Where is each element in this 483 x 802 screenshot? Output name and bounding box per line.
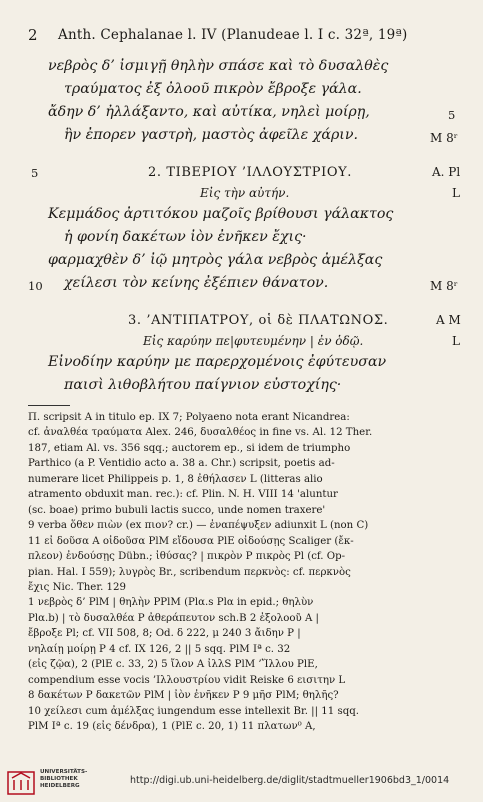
apparatus-line: 10 χείλεσι cum ἀμέλξας iungendum esse intellexit Br. || 11 sqq. — [28, 705, 359, 717]
epigram-title: 3. ’ΑΝΤΙΠΑΤΡΟΥ, οἱ δὲ ΠΛΑΤΩΝΟΣ. — [128, 313, 389, 328]
poem1-line-1: νεβρὸς δ’ ἰσμιγῇ θηλὴν σπάσε καὶ τὸ δυσαλθὲς — [48, 58, 389, 74]
apparatus-line: cf. ἀναλθέα τραύματα Alex. 246, δυσαλθέος in fine vs. Al. 12 Ther. — [28, 427, 373, 439]
lemma-sigla: L — [452, 186, 460, 200]
epigram2-line-2: ἡ φονίη δακέτων ἰὸν ἐνῆκεν ἔχις· — [64, 229, 307, 245]
apparatus-line: PlM Iª c. 19 (εἰς δένδρα), 1 (PlE c. 20, 1) 11 πλατων⁰ A, — [28, 721, 316, 733]
apparatus-line: numerare licet Philippeis p. 1, 8 ἐθήλασεν L (litteras alio — [28, 473, 323, 485]
page-footer — [0, 764, 483, 802]
apparatus-line: ἔχις Nic. Ther. 129 — [28, 581, 126, 593]
library-name-line: HEIDELBERG — [40, 783, 80, 789]
line-number: 5 — [448, 108, 456, 122]
apparatus-line: 8 δακέτων P δακετῶν PlM | ἰὸν ἐνῆκεν P 9 μῆσ PlM; θηλῆς? — [28, 690, 339, 702]
epigram3-line-1: Εἰνοδίην καρύην με παρερχομένοις ἐφύτευσαν — [48, 354, 387, 370]
epigram-title: 2. ΤΙΒΕΡΙΟΥ ’ΙΛΛΟΥΣΤΡΙΟΥ. — [148, 165, 353, 180]
library-seal-icon — [6, 768, 36, 796]
apparatus-line: πλεον) ἐνδούσῃς Dübn.; ἰθύσας? | πικρὸν P πικρὸς Pl (cf. Op- — [28, 551, 346, 563]
epigram2-line-4: χείλεσι τὸν κείνης ἐξέπιεν θάνατον. — [64, 275, 329, 291]
apparatus-line: νηλαίῃ μοίρῃ P 4 cf. IX 126, 2 || 5 sqq. PlM Iª c. 32 — [28, 643, 291, 655]
page-number: 2 — [28, 26, 38, 44]
library-name-line: UNIVERSITÄTS- — [40, 769, 88, 775]
epigram3-line-2: παισὶ λιθοβλήτου παίγνιον εὐστοχίης· — [64, 377, 342, 393]
apparatus-line: Π. scripsit A in titulo ep. IX 7; Polyaeno nota erant Nicandrea: — [28, 412, 350, 423]
line-number: 10 — [28, 279, 43, 293]
apparatus-line: (εἰς ζῷα), 2 (PlE c. 33, 2) 5 ἴλον A ἰλλS PlM ’Ἴλλου PlE, — [28, 659, 318, 671]
apparatus-line: pian. Hal. I 559); λυγρὸς Br., scribendum περκνὸς: cf. περκνὸς — [28, 566, 351, 578]
epigram-sigla: A M — [436, 313, 461, 327]
apparatus-line: atramento obduxit man. rec.): cf. Plin. N. H. VIII 14 'aluntur — [28, 489, 338, 501]
source-url-link[interactable]: http://digi.ub.uni-heidelberg.de/diglit/stadtmueller1906bd3_1/0014 — [130, 775, 450, 786]
apparatus-line: 1 νεβρὸς δ’ PlM | θηλὴν PPlM (Plα.s Plα in epid.; θηλὺν — [28, 597, 314, 609]
lemma-sigla: L — [452, 334, 460, 348]
manuscript-reference: M 8ʳ — [430, 279, 458, 293]
manuscript-reference: M 8ʳ — [430, 131, 458, 145]
margin-number: 5 — [31, 166, 39, 180]
poem1-line-4: ἣν ἐπορεν γαστρὴ, μαστὸς ἀφεῖλε χάριν. — [64, 127, 359, 143]
epigram2-line-1: Κεμμάδος ἀρτιτόκου μαζοῖς βρίθουσι γάλακτος — [48, 206, 394, 222]
apparatus-line: ἔβροξε Pl; cf. VII 508, 8; Od. δ 222, μ 240 3 ἄιδην P | — [28, 628, 301, 640]
critical-apparatus — [28, 410, 468, 735]
epigram-lemma: Εἰς καρύην πε|φυτευμένην | ἐν ὁδῷ. — [143, 334, 364, 348]
page-header — [28, 26, 469, 48]
poem1-line-3: ἄδην δ’ ἠλλάξαντο, καὶ αὐτίκα, νηλεὶ μοίρῃ, — [48, 104, 370, 120]
epigram-lemma: Εἰς τὴν αὐτήν. — [200, 186, 290, 200]
epigram-sigla: A. Pl — [432, 165, 461, 179]
library-logo — [6, 768, 36, 796]
apparatus-line: Parthico (a P. Ventidio acto a. 38 a. Chr.) scripsit, poetis ad- — [28, 458, 335, 470]
apparatus-line: 11 εἰ δοῦσα A οἰδοῦσα PlM εἴδουσα PlE οἰδούσῃς Scaliger (ἔκ- — [28, 535, 354, 547]
apparatus-divider — [28, 405, 70, 406]
apparatus-line: Plα.b) | τὸ δυσαλθέα P ἀθεράπευτον sch.B 2 ἐξολοοῦ A | — [28, 612, 319, 624]
apparatus-line: (sc. boae) primo bubuli lactis succo, unde nomen traxere' — [28, 504, 326, 516]
epigram2-line-3: φαρμαχθὲν δ’ ἰῷ μητρὸς γάλα νεβρὸς ἀμέλξας — [48, 252, 383, 268]
apparatus-line: compendium esse vocis ’Ιλλουστρίου vidit Reiske 6 εισιτην L — [28, 674, 346, 686]
running-title: Anth. Cephalanae l. IV (Planudeae l. I c. 32ª, 19ª) — [58, 27, 408, 43]
library-name — [40, 769, 87, 790]
apparatus-line: 9 verba ὅθεν πιὼν (ex πιον? cr.) — ἐναπέψυξεν adiunxit L (non C) — [28, 520, 369, 532]
apparatus-line: 187, etiam Al. vs. 356 sqq.; auctorem ep., si idem de triumpho — [28, 442, 351, 454]
poem1-line-2: τραύματος ἐξ ὀλοοῦ πικρὸν ἔβροξε γάλα. — [64, 81, 362, 97]
library-name-line: BIBLIOTHEK — [40, 776, 78, 782]
